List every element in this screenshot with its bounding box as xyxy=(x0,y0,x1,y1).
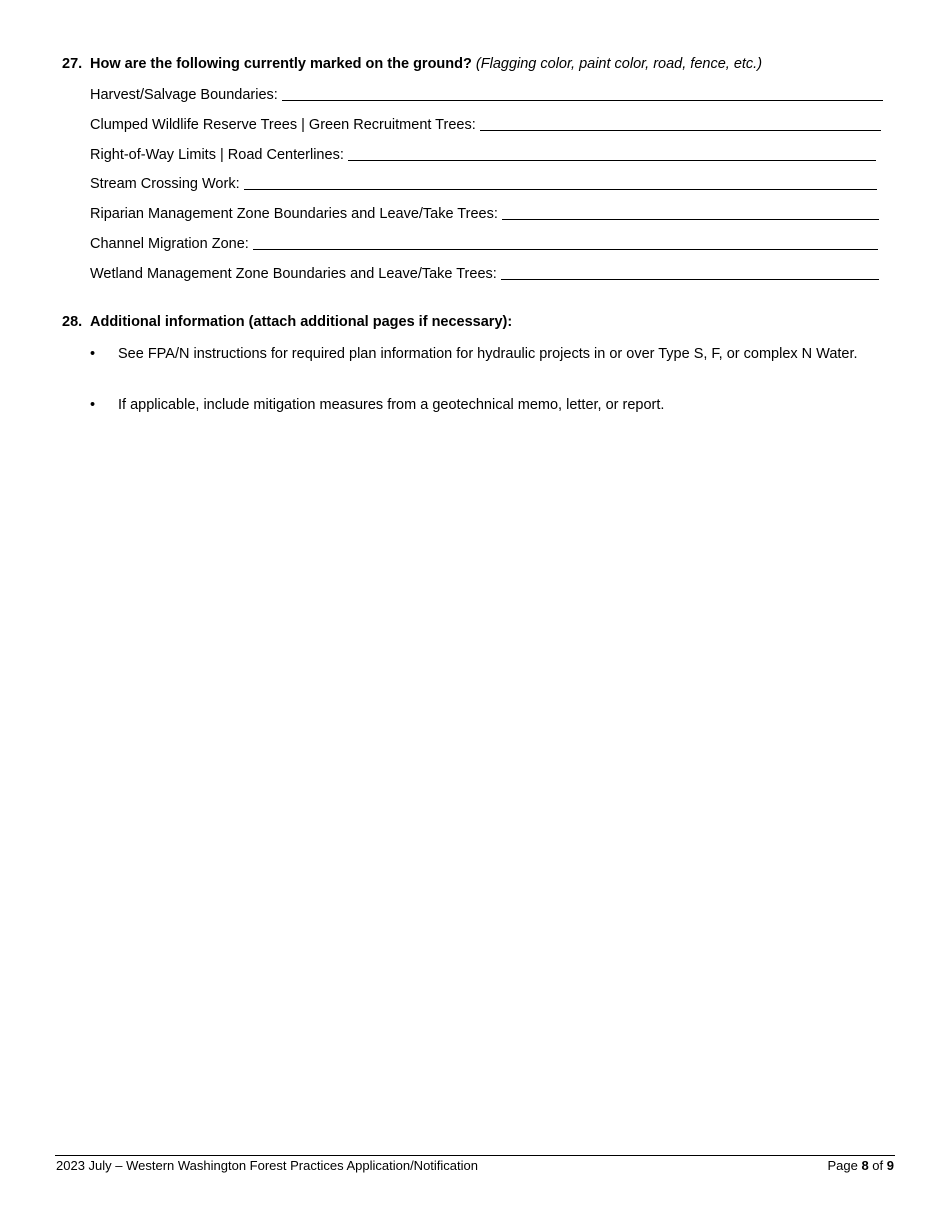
bullet-icon: • xyxy=(90,397,96,413)
page-label: Page xyxy=(827,1158,858,1173)
field-input-line[interactable] xyxy=(244,175,877,190)
question-number: 27. xyxy=(62,56,83,72)
field-right-of-way-limits xyxy=(90,146,876,163)
question-hint: (Flagging color, paint color, road, fence, etc.) xyxy=(475,56,763,72)
field-input-line[interactable] xyxy=(253,235,878,250)
question-title: How are the following currently marked on the ground? xyxy=(90,56,472,72)
list-item xyxy=(90,395,880,415)
footer-page-number xyxy=(827,1158,894,1173)
field-input-line[interactable] xyxy=(282,86,883,101)
field-input-line[interactable] xyxy=(501,265,879,280)
field-input-line[interactable] xyxy=(480,116,881,131)
field-channel-migration-zone xyxy=(90,235,878,252)
question-27-heading xyxy=(62,56,762,72)
bullet-icon: • xyxy=(90,346,96,362)
field-label: Right-of-Way Limits | Road Centerlines: xyxy=(90,147,344,163)
question-title: Additional information (attach additional pages if necessary): xyxy=(90,314,513,330)
field-label: Clumped Wildlife Reserve Trees | Green Recruitment Trees: xyxy=(90,117,476,133)
field-stream-crossing-work xyxy=(90,175,877,192)
page-separator: of xyxy=(872,1158,884,1173)
field-clumped-wildlife-reserve-trees xyxy=(90,116,881,133)
footer-divider xyxy=(55,1155,895,1156)
field-wetland-management-zone xyxy=(90,265,879,282)
list-item-text: If applicable, include mitigation measures from a geotechnical memo, letter, or report. xyxy=(118,397,665,413)
question-28-heading xyxy=(62,314,512,330)
page-current: 8 xyxy=(861,1158,869,1173)
question-number: 28. xyxy=(62,314,83,330)
list-item-text: See FPA/N instructions for required plan information for hydraulic projects in or over Type S, F, or complex N Water. xyxy=(118,346,858,362)
page-total: 9 xyxy=(886,1158,894,1173)
field-input-line[interactable] xyxy=(502,205,879,220)
field-input-line[interactable] xyxy=(348,146,876,161)
footer-document-title: 2023 July – Western Washington Forest Practices Application/Notification xyxy=(56,1158,478,1173)
field-label: Wetland Management Zone Boundaries and Leave/Take Trees: xyxy=(90,266,497,282)
field-label: Harvest/Salvage Boundaries: xyxy=(90,87,278,103)
field-label: Stream Crossing Work: xyxy=(90,176,240,192)
field-label: Channel Migration Zone: xyxy=(90,236,249,252)
field-harvest-salvage-boundaries xyxy=(90,86,883,103)
field-label: Riparian Management Zone Boundaries and Leave/Take Trees: xyxy=(90,206,498,222)
list-item xyxy=(90,344,880,364)
field-riparian-management-zone xyxy=(90,205,879,222)
